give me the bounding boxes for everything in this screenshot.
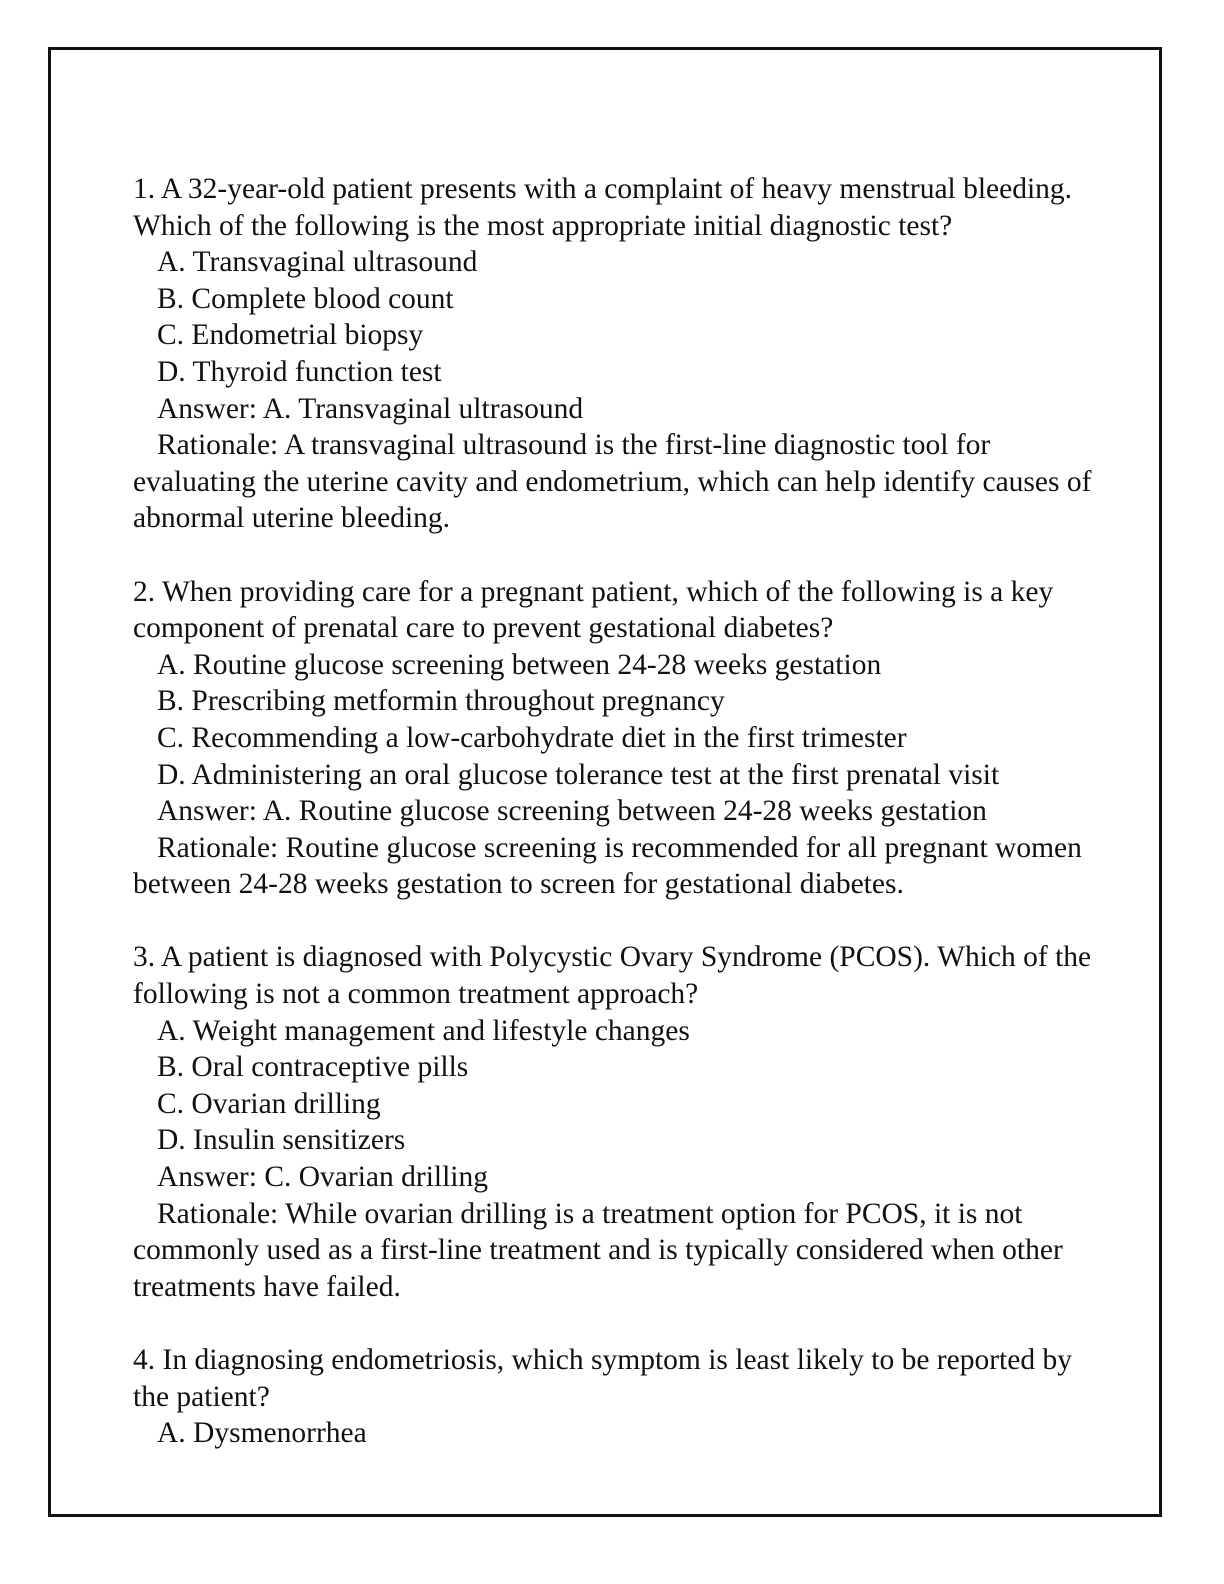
question-2 [133,574,1093,903]
question-3 [133,939,1093,1305]
option-b: B. Oral contraceptive pills [157,1051,469,1084]
option-c: C. Recommending a low-carbohydrate diet in the first trimester [157,721,907,754]
option-d: D. Thyroid function test [157,355,442,388]
option-d: D. Administering an oral glucose tolerance test at the first prenatal visit [157,758,1000,791]
answer-line: Answer: A. Transvaginal ultrasound [157,392,584,425]
answer-line: Answer: C. Ovarian drilling [157,1161,488,1194]
document-body [133,171,1093,1488]
option-b: B. Complete blood count [157,282,454,315]
question-stem: 4. In diagnosing endometriosis, which symptom is least likely to be reported by the patient? [133,1344,1072,1413]
option-a: A. Dysmenorrhea [157,1417,367,1450]
rationale-text: Rationale: While ovarian drilling is a treatment option for PCOS, it is not commonly used as a first-line treatment and is typically considered when other treatments have failed. [133,1197,1063,1303]
question-stem: 3. A patient is diagnosed with Polycystic Ovary Syndrome (PCOS). Which of the following is not a common treatment approach? [133,941,1092,1011]
option-a: A. Weight management and lifestyle changes [157,1014,690,1047]
rationale-text: Rationale: Routine glucose screening is recommended for all pregnant women between 24-28 weeks gestation to screen for gestational diabetes. [133,831,1082,901]
option-b: B. Prescribing metformin throughout pregnancy [157,685,725,718]
answer-line: Answer: A. Routine glucose screening between 24-28 weeks gestation [157,795,987,828]
option-d: D. Insulin sensitizers [157,1124,406,1157]
option-a: A. Routine glucose screening between 24-28 weeks gestation [157,648,882,681]
question-stem: 1. A 32-year-old patient presents with a complaint of heavy menstrual bleeding. Which of the following is the most appropriate initial diagnostic test? [133,173,1073,242]
question-1 [133,171,1093,537]
option-c: C. Ovarian drilling [157,1087,381,1120]
option-a: A. Transvaginal ultrasound [157,246,478,279]
question-stem: 2. When providing care for a pregnant patient, which of the following is a key component of prenatal care to prevent gestational diabetes? [133,575,1054,645]
question-4 [133,1342,1093,1452]
rationale-text: Rationale: A transvaginal ultrasound is the first-line diagnostic tool for evaluating the uterine cavity and endometrium, which can help identify causes of abnormal uterine bleeding. [133,429,1092,535]
option-c: C. Endometrial biopsy [157,319,424,352]
